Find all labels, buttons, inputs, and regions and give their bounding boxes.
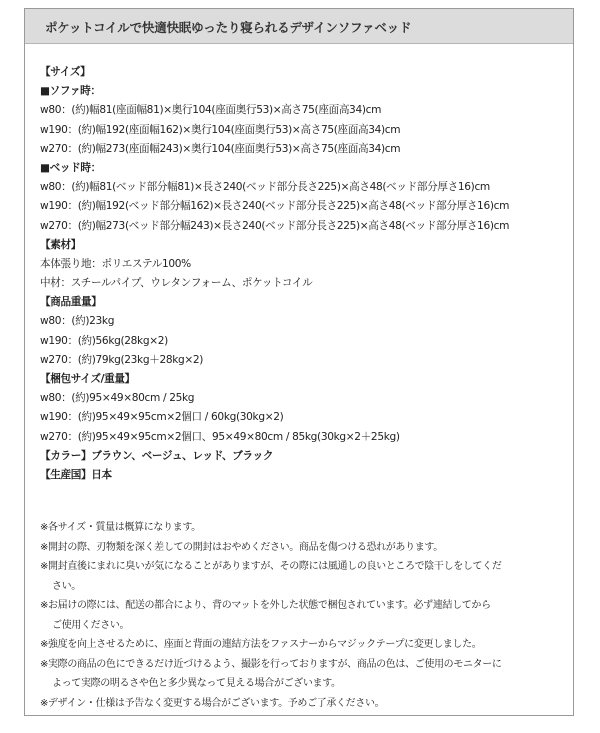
spec-heading: 【サイズ】 <box>40 66 91 78</box>
panel-header <box>25 9 573 44</box>
panel-title: ポケットコイルで快適快眠ゆったり寝られるデザインソファベッド <box>45 20 412 35</box>
spec-heading: 【梱包サイズ/重量】 <box>40 373 135 385</box>
spec-heading: 【生産国】日本 <box>40 468 112 481</box>
spec-line: w80：(約)幅81(ベッド部分幅81)×長さ240(ベッド部分長さ225)×高さ48(ベッド部分厚さ16)cm <box>40 181 490 194</box>
spec-line: w270：(約)79kg(23kg＋28kg×2) <box>40 353 204 366</box>
note-line: ※各サイズ・質量は概算になります。 <box>40 522 201 533</box>
spec-heading: 【素材】 <box>40 238 81 251</box>
note-line: ※デザイン・仕様は予告なく変更する場合がございます。予めご了承ください。 <box>40 697 385 709</box>
spec-line: 本体張り地：ポリエステル100% <box>40 257 191 270</box>
spec-heading: ■ベッド時： <box>40 161 101 174</box>
spec-line: w190：(約)95×49×95cm×2個口 / 60kg(30kg×2) <box>40 411 284 424</box>
note-line: ※お届けの際には、配送の都合により、背のマットを外した状態で梱包されています。必ず連結してから <box>40 600 491 611</box>
notes-list <box>40 518 570 713</box>
spec-list <box>40 63 570 485</box>
spec-line: w270：(約)95×49×95cm×2個口、95×49×80cm / 85kg(30kg×2＋25kg) <box>40 430 400 443</box>
spec-heading: 【商品重量】 <box>40 296 102 309</box>
spec-line: w80：(約)95×49×80cm / 25kg <box>40 392 195 405</box>
note-line: ※強度を向上させるために、座面と背面の連結方法をファスナーからマジックテープに変更しました。 <box>40 639 482 650</box>
spec-line: w190：(約)幅192(ベッド部分幅162)×長さ240(ベッド部分長さ225)×高さ48(ベッド部分厚さ16)cm <box>40 200 510 213</box>
product-spec-panel <box>24 8 574 716</box>
note-line: ※開封直後にまれに臭いが気になることがありますが、その際には風通しの良いところで陰干しをしてくだ <box>40 561 502 572</box>
spec-heading: 【カラー】ブラウン、ベージュ、レッド、ブラック <box>40 449 274 462</box>
spec-line: w190：(約)56kg(28kg×2) <box>40 334 168 347</box>
spec-line: w80：(約)幅81(座面幅81)×奥行104(座面奥行53)×高さ75(座面高34)cm <box>40 104 382 117</box>
spec-line: 中材：スチールパイプ、ウレタンフォーム、ポケットコイル <box>40 277 313 290</box>
spec-line: w80：(約)23kg <box>40 315 115 328</box>
spec-heading: ■ソファ時： <box>40 85 101 98</box>
note-line: ※開封の際、刃物類を深く差しての開封はおやめください。商品を傷つける恐れがあります。 <box>40 541 443 553</box>
spec-line: w270：(約)幅273(ベッド部分幅243)×長さ240(ベッド部分長さ225)×高さ48(ベッド部分厚さ16)cm <box>40 219 510 232</box>
note-line: さい。 <box>52 580 81 592</box>
note-line: ※実際の商品の色にできるだけ近づけるよう、撮影を行っておりますが、商品の色は、ご使用のモニターに <box>40 658 502 670</box>
note-line: よって実際の明るさや色と多少異なって見える場合がございます。 <box>52 678 341 689</box>
spec-line: w190：(約)幅192(座面幅162)×奥行104(座面奥行53)×高さ75(座面高34)cm <box>40 123 401 136</box>
spec-line: w270：(約)幅273(座面幅243)×奥行104(座面奥行53)×高さ75(座面高34)cm <box>40 142 401 155</box>
note-line: ご使用ください。 <box>52 619 130 631</box>
